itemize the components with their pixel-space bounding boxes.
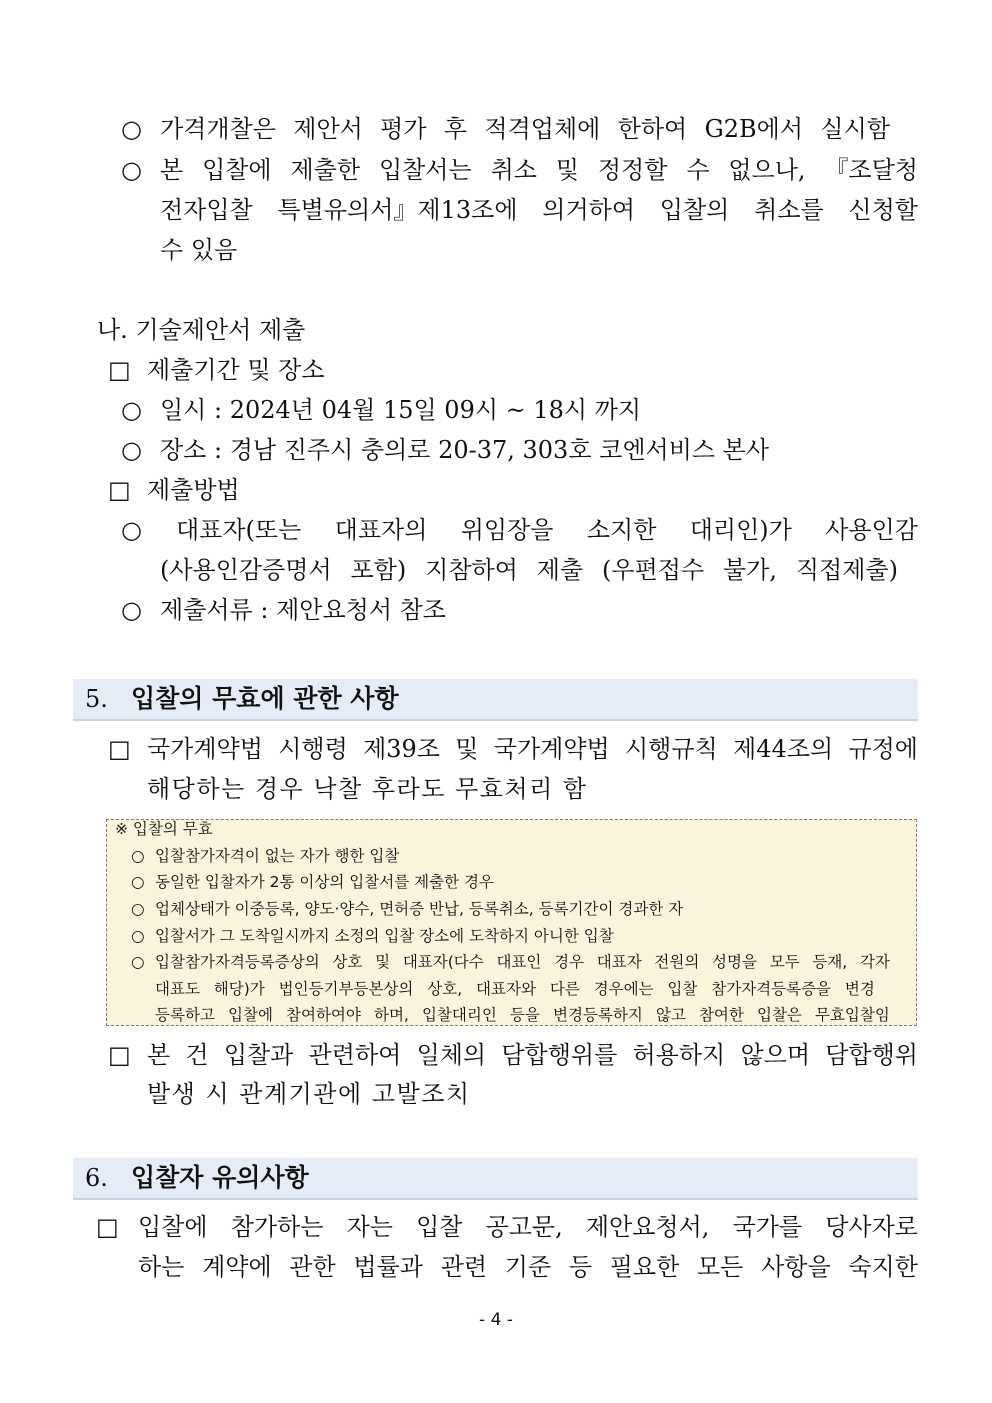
note-bullet: ○ xyxy=(131,927,145,945)
section-header-6 xyxy=(73,1158,918,1200)
note-item: 등록하고 입찰에 참여하여야 하며, 입찰대리인 등을 변경등록하지 않고 참여한 입찰은 무효입찰임 xyxy=(155,1006,890,1024)
circle-bullet: ○ xyxy=(121,115,142,143)
text-line: 제출기간 및 장소 xyxy=(147,356,325,384)
circle-bullet: ○ xyxy=(121,436,142,464)
text-line: 수 있음 xyxy=(160,236,238,264)
circle-bullet: ○ xyxy=(121,156,142,184)
text-line: (사용인감증명서 포함) 지참하여 제출 (우편접수 불가, 직접제출) xyxy=(160,556,898,584)
section-number: 5. xyxy=(85,685,108,713)
section-title: 입찰자 유의사항 xyxy=(131,1163,309,1192)
page-number: - 4 - xyxy=(479,1310,513,1330)
section-header-5 xyxy=(73,679,918,721)
note-bullet: ○ xyxy=(131,900,145,918)
section-number: 6. xyxy=(85,1164,108,1192)
note-item: 입찰서가 그 도착일시까지 소정의 입찰 장소에 도착하지 아니한 입찰 xyxy=(155,927,614,945)
note-item: 동일한 입찰자가 2통 이상의 입찰서를 제출한 경우 xyxy=(155,873,494,891)
checkbox-bullet: □ xyxy=(96,1213,119,1241)
text-line: 제출서류 : 제안요청서 참조 xyxy=(160,596,446,624)
note-title: ※ 입찰의 무효 xyxy=(115,820,213,838)
checkbox-bullet: □ xyxy=(108,735,131,763)
text-line: 본 입찰에 제출한 입찰서는 취소 및 정정할 수 없으나, 『조달청 xyxy=(160,156,918,184)
text-line: 장소 : 경남 진주시 충의로 20-37, 303호 코엔서비스 본사 xyxy=(160,436,770,464)
note-bullet: ○ xyxy=(131,847,145,865)
invalid-bid-note xyxy=(106,819,917,1026)
note-item: 대표도 해당)가 법인등기부등본상의 상호, 대표자와 다른 경우에는 입찰 참가자격등록증을 변경 xyxy=(155,980,875,998)
text-line: 가격개찰은 제안서 평가 후 적격업체에 한하여 G2B에서 실시함 xyxy=(160,115,890,143)
subsection-heading: 나. 기술제안서 제출 xyxy=(97,316,306,344)
text-line: 대표자(또는 대표자의 위임장을 소지한 대리인)가 사용인감 xyxy=(176,516,918,544)
checkbox-bullet: □ xyxy=(108,356,131,384)
text-line: 발생 시 관계기관에 고발조치 xyxy=(147,1080,471,1108)
note-item: 입찰참가자격이 없는 자가 행한 입찰 xyxy=(155,847,400,865)
note-bullet: ○ xyxy=(131,953,145,971)
checkbox-bullet: □ xyxy=(108,1041,131,1069)
text-line: 전자입찰 특별유의서』제13조에 의거하여 입찰의 취소를 신청할 xyxy=(160,196,918,224)
text-line: 일시 : 2024년 04월 15일 09시 ~ 18시 까지 xyxy=(160,396,642,424)
circle-bullet: ○ xyxy=(121,516,142,544)
circle-bullet: ○ xyxy=(121,396,142,424)
section-title: 입찰의 무효에 관한 사항 xyxy=(131,684,399,713)
note-item: 입찰참가자격등록증상의 상호 및 대표자(다수 대표인 경우 대표자 전원의 성명을 모두 등재, 각자 xyxy=(155,953,890,971)
text-line: 해당하는 경우 낙찰 후라도 무효처리 함 xyxy=(147,775,588,803)
circle-bullet: ○ xyxy=(121,596,142,624)
note-item: 업체상태가 이중등록, 양도·양수, 면허증 반납, 등록취소, 등록기간이 경과한 자 xyxy=(155,900,684,918)
text-line: 하는 계약에 관한 법률과 관련 기준 등 필요한 모든 사항을 숙지한 xyxy=(138,1253,918,1281)
text-line: 본 건 입찰과 관련하여 일체의 담합행위를 허용하지 않으며 담합행위 xyxy=(147,1041,918,1069)
text-line: 입찰에 참가하는 자는 입찰 공고문, 제안요청서, 국가를 당사자로 xyxy=(138,1213,918,1241)
text-line: 제출방법 xyxy=(147,476,240,504)
text-line: 국가계약법 시행령 제39조 및 국가계약법 시행규칙 제44조의 규정에 xyxy=(147,735,918,763)
checkbox-bullet: □ xyxy=(108,476,131,504)
note-bullet: ○ xyxy=(131,873,145,891)
